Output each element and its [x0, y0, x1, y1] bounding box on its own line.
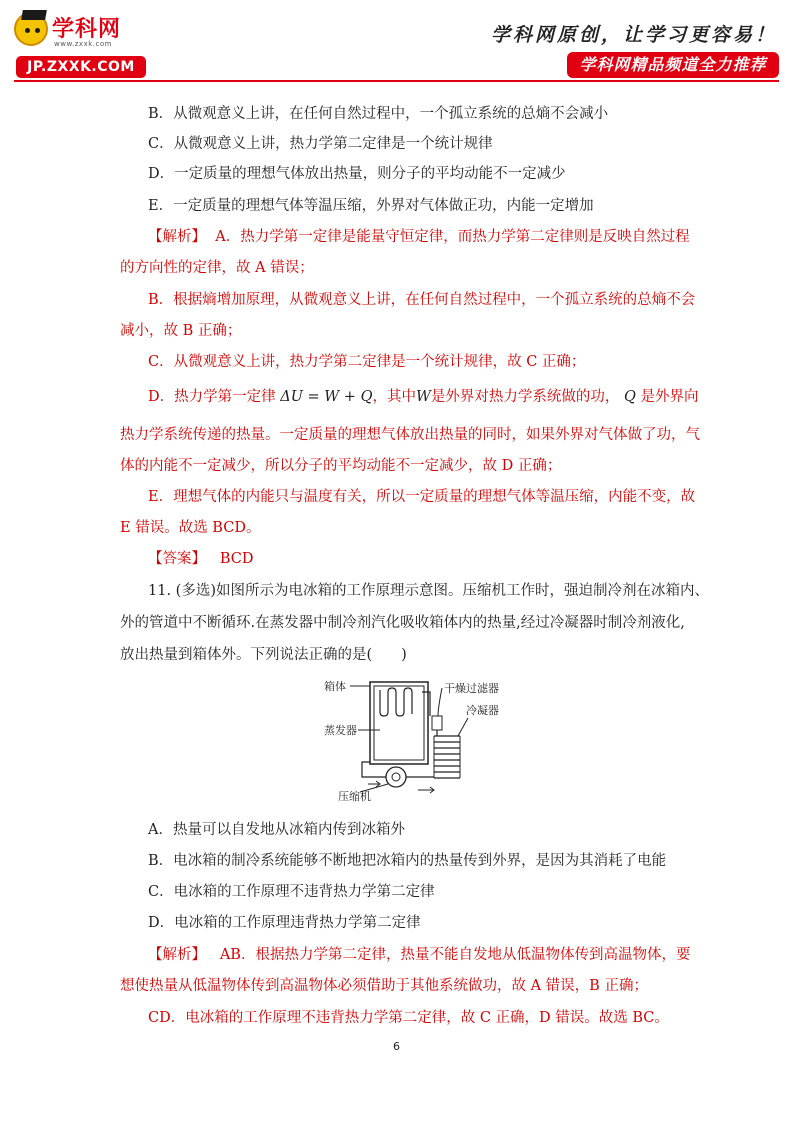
q11-option-d: D．电冰箱的工作原理违背热力学第二定律 — [148, 915, 421, 931]
option-d: D．一定质量的理想气体放出热量，则分子的平均动能不一定减少 — [148, 166, 566, 182]
option-e: E．一定质量的理想气体等温压缩，外界对气体做正功，内能一定增加 — [148, 198, 594, 214]
cabinet-outline — [370, 682, 428, 764]
logo-text: 学科网 — [52, 17, 122, 42]
analysis-d-prefix: D．热力学第一定律 — [148, 389, 276, 405]
analysis-d-mid2: 是外界对热力学系统做的功， — [430, 389, 620, 405]
flow-arrow-left — [368, 781, 380, 787]
condenser-coil — [434, 736, 460, 778]
answer-line — [148, 549, 253, 569]
label-condenser: 冷凝器 — [466, 704, 499, 717]
analysis-c: C．从微观意义上讲，热力学第二定律是一个统计规律，故 C 正确； — [148, 354, 586, 370]
analysis-a-line1 — [148, 227, 690, 247]
analysis2-text: AB．根据热力学第二定律，热量不能自发地从低温物体传到高温物体，要 — [219, 947, 691, 963]
question-11-line3: 放出热量到箱体外。下列说法正确的是( ) — [120, 647, 407, 663]
answer-tag: 【答案】 — [148, 551, 206, 567]
analysis2-line3: CD．电冰箱的工作原理不违背热力学第二定律，故 C 正确，D 错误。故选 BC。 — [148, 1010, 669, 1026]
question-11-line1: 11. (多选)如图所示为电冰箱的工作原理示意图。压缩机工作时，强迫制冷剂在冰箱内、 — [148, 583, 709, 599]
leader-condenser — [458, 718, 468, 736]
mascot-icon — [14, 12, 48, 46]
return-pipe — [362, 762, 370, 768]
page-number: 6 — [393, 1040, 400, 1053]
analysis-d-post: 是外界向 — [640, 389, 699, 405]
label-filter: 干燥过滤器 — [444, 682, 499, 695]
symbol-w: W — [415, 389, 431, 405]
analysis2-tag: 【解析】 — [148, 947, 206, 963]
leader-compressor — [360, 784, 388, 792]
analysis-d-mid: ，其中 — [372, 389, 416, 405]
evaporator-coil — [380, 688, 412, 716]
analysis-e-line1: E．理想气体的内能只与温度有关，所以一定质量的理想气体等温压缩，内能不变，故 — [148, 489, 696, 505]
analysis-e-line2: E 错误。故选 BCD。 — [120, 520, 261, 536]
q11-option-b: B．电冰箱的制冷系统能够不断地把冰箱内的热量传到外界，是因为其消耗了电能 — [148, 853, 667, 869]
answer-value: BCD — [219, 551, 254, 567]
option-b: B．从微观意义上讲，在任何自然过程中，一个孤立系统的总熵不会减小 — [148, 106, 609, 122]
label-box: 箱体 — [324, 680, 346, 693]
analysis-b-line1: B．根据熵增加原理，从微观意义上讲，在任何自然过程中，一个孤立系统的总熵不会 — [148, 292, 696, 308]
analysis-d-line3: 体的内能不一定减少，所以分子的平均动能不一定减少，故 D 正确； — [120, 458, 562, 474]
site-url-badge[interactable]: JP.ZXXK.COM — [16, 56, 146, 78]
question-11-line2: 外的管道中不断循环.在蒸发器中制冷剂汽化吸收箱体内的热量,经过冷凝器时制冷剂液化, — [120, 615, 685, 631]
header-slogan: 学科网原创，让学习更容易！ — [490, 24, 777, 46]
label-evaporator: 蒸发器 — [324, 724, 357, 737]
analysis2-line1 — [148, 945, 690, 965]
compressor-icon — [386, 767, 406, 787]
leader-filter — [438, 688, 442, 716]
header-divider — [14, 80, 779, 82]
analysis-a-text: A．热力学第一定律是能量守恒定律，而热力学第二定律则是反映自然过程 — [215, 229, 690, 245]
analysis-b-line2: 减小，故 B 正确； — [120, 323, 242, 339]
analysis-a-line2: 的方向性的定律，故 A 错误； — [120, 260, 314, 276]
dryer-filter — [432, 716, 442, 730]
flow-arrow-right — [418, 787, 434, 793]
option-c: C．从微观意义上讲，热力学第二定律是一个统计规律 — [148, 136, 493, 152]
q11-option-c: C．电冰箱的工作原理不违背热力学第二定律 — [148, 884, 435, 900]
logo-subtext: www.zxxk.com — [54, 40, 112, 48]
channel-badge[interactable]: 学科网精品频道全力推荐 — [567, 52, 779, 78]
label-compressor: 压缩机 — [338, 790, 371, 803]
analysis2-line2: 想使热量从低温物体传到高温物体必须借助于其他系统做功，故 A 错误，B 正确； — [120, 978, 648, 994]
refrigerator-diagram — [318, 676, 518, 806]
analysis-d-line2: 热力学系统传递的热量。一定质量的理想气体放出热量的同时，如果外界对气体做了功，气 — [120, 427, 700, 443]
analysis-tag: 【解析】 — [148, 229, 206, 245]
analysis-d-line1 — [148, 387, 698, 407]
first-law-equation: ΔU = W + Q — [280, 389, 373, 405]
symbol-q: Q — [623, 389, 636, 405]
q11-option-a: A．热量可以自发地从冰箱内传到冰箱外 — [148, 822, 405, 838]
cabinet-inner — [374, 686, 424, 760]
